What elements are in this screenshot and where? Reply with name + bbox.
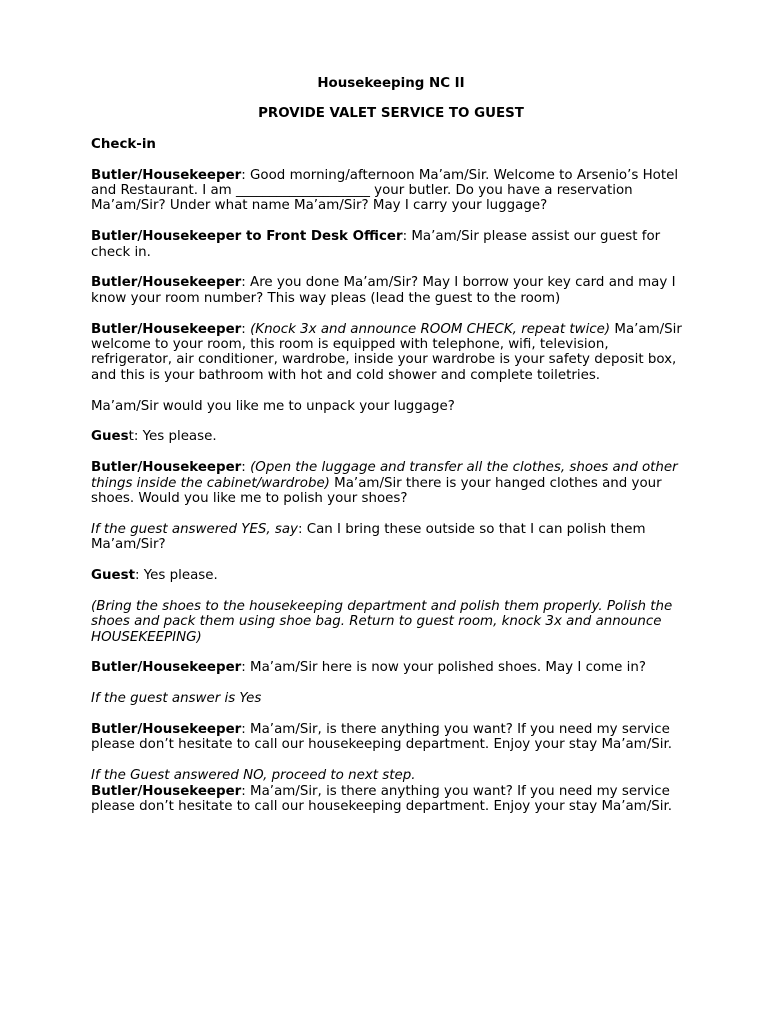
dialogue-text: : Can I bring these outside so that I can polish them Ma’am/Sir?: [91, 521, 646, 553]
speaker-label: Butler/Housekeeper: [91, 275, 242, 291]
paragraph-unpack: [91, 460, 691, 506]
paragraph-return-shoes: [91, 660, 691, 675]
stage-direction: If the guest answer is Yes: [91, 691, 262, 707]
paragraph-closing-2: [91, 784, 691, 815]
paragraph-guest-reply-2: [91, 568, 691, 583]
stage-direction: (Open the luggage and transfer all the clothes, shoes and other things inside the cabinet/wardrobe): [91, 460, 678, 491]
separator: :: [241, 321, 251, 337]
document-title: Housekeeping NC II: [317, 76, 465, 91]
paragraph-key-card: [91, 275, 691, 306]
paragraph-greeting: [91, 168, 691, 214]
dialogue-text: t: Yes please.: [128, 429, 217, 445]
document-page: [91, 76, 691, 830]
dialogue-text: : Are you done Ma’am/Sir? May I borrow your key card and may I know your room number? This way pleas (lead the guest to the room): [91, 275, 676, 306]
dialogue-text: : Ma’am/Sir, is there anything you want? If you need my service please don’t hesitate to call our housekeeping department. Enjoy your stay Ma’am/Sir.: [91, 722, 672, 753]
paragraph-condition-yes: [91, 691, 691, 706]
dialogue-text: Ma’am/Sir welcome to your room, this room is equipped with telephone, wifi, television, refrigerator, air conditioner, wardrobe, inside your wardrobe is your safety deposit box, and this is your bathroom with hot and cold shower and complete toiletries.: [91, 321, 682, 383]
dialogue-text: : Ma’am/Sir please assist our guest for check in.: [91, 229, 661, 260]
speaker-label: Butler/Housekeeper to Front Desk Officer: [91, 229, 403, 245]
separator: :: [241, 460, 251, 476]
paragraph-polish-request: [91, 522, 691, 553]
dialogue-text: : Yes please.: [134, 568, 218, 584]
document-subtitle: PROVIDE VALET SERVICE TO GUEST: [258, 106, 524, 122]
speaker-label: Guest: [91, 568, 135, 584]
dialogue-text: Ma’am/Sir there is your hanged clothes and your shoes. Would you like me to polish your shoes?: [91, 475, 662, 507]
paragraph-unpack-question: [91, 399, 691, 414]
dialogue-text: Ma’am/Sir would you like me to unpack your luggage?: [91, 398, 455, 414]
paragraph-guest-reply-1: [91, 429, 691, 444]
speaker-label: Butler/Housekeeper: [91, 783, 242, 799]
speaker-label: Butler/Housekeeper: [91, 321, 242, 337]
speaker-label: Gues: [91, 429, 129, 445]
paragraph-room-check: [91, 322, 691, 384]
paragraph-condition-no: [91, 768, 691, 783]
speaker-label: Butler/Housekeeper: [91, 722, 242, 738]
paragraph-closing-1: [91, 722, 691, 753]
speaker-label: Butler/Housekeeper: [91, 167, 242, 183]
stage-direction: If the guest answered YES, say: [91, 521, 298, 537]
stage-direction: (Knock 3x and announce ROOM CHECK, repeat twice): [250, 321, 611, 337]
stage-direction: (Bring the shoes to the housekeeping department and polish them properly. Polish the shoes and pack them using shoe bag. Return to guest room, knock 3x and announce HOUSEKEEPING): [91, 598, 673, 645]
section-heading: Check-in: [91, 136, 156, 152]
speaker-label: Butler/Housekeeper: [91, 660, 242, 676]
stage-direction: If the Guest answered NO, proceed to next step.: [91, 768, 416, 784]
dialogue-text: : Ma’am/Sir here is now your polished shoes. May I come in?: [241, 660, 646, 676]
paragraph-front-desk: [91, 229, 691, 260]
speaker-label: Butler/Housekeeper: [91, 460, 242, 476]
dialogue-text: : Ma’am/Sir, is there anything you want? If you need my service please don’t hesitate to call our housekeeping department. Enjoy your stay Ma’am/Sir.: [91, 783, 672, 815]
paragraph-polish-instructions: [91, 599, 691, 645]
dialogue-text: : Good morning/afternoon Ma’am/Sir. Welcome to Arsenio’s Hotel and Restaurant. I am ____________________ your butler. Do you have a reservation Ma’am/Sir? Under what name Ma’am/Sir? May I carry your luggage?: [91, 167, 679, 214]
